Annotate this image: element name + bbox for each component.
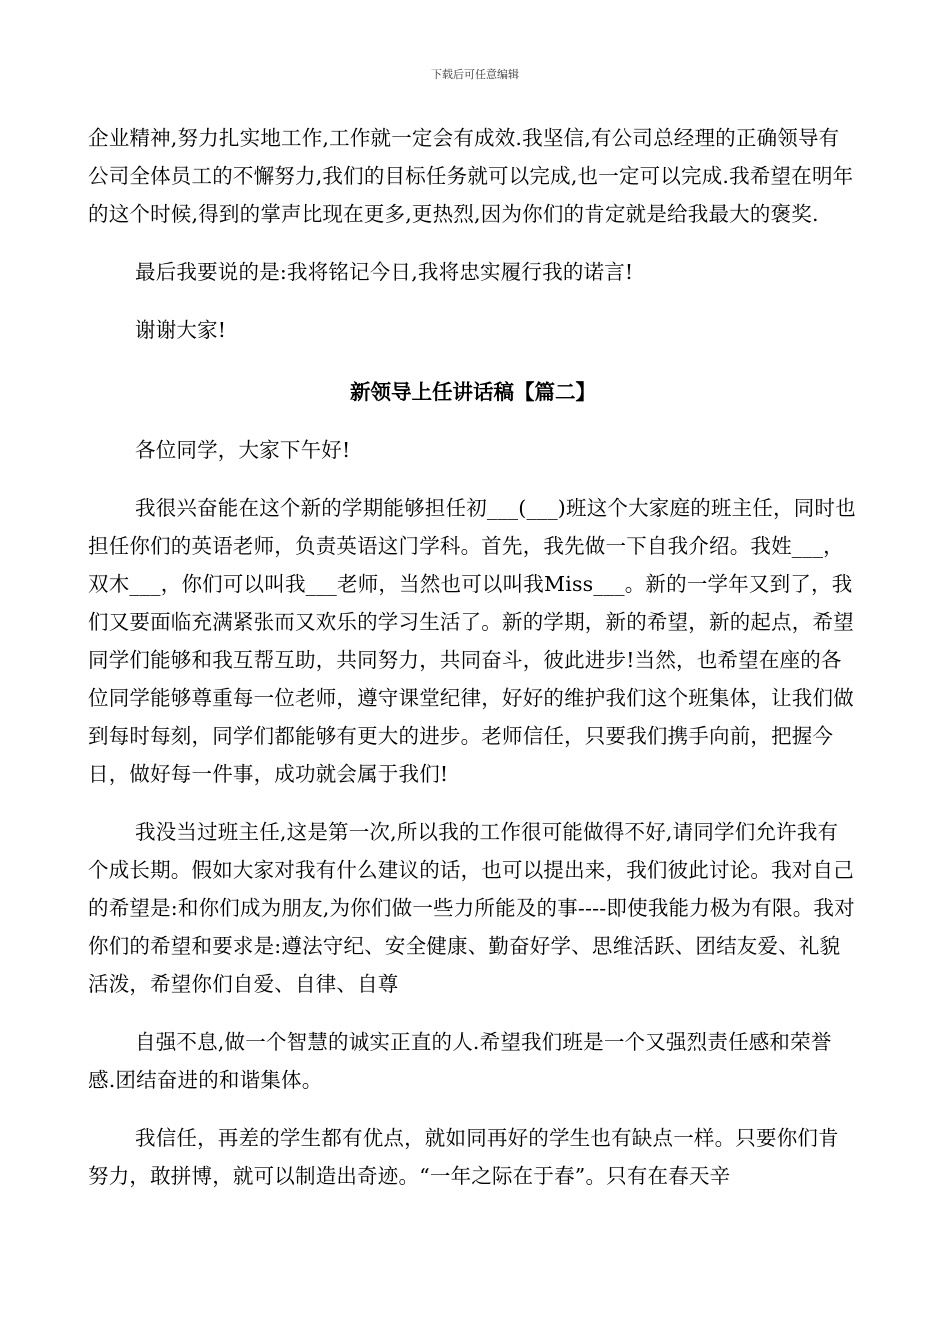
section-title: 新领导上任讲话稿【篇二】 [350,380,596,404]
paragraph-4: 各位同学，大家下午好! [135,438,351,462]
paragraph-1: 企业精神,努力扎实地工作,工作就一定会有成效.我坚信,有公司总经理的正确领导有公司全体员工的不懈努力,我们的目标任务就可以完成,也一定可以完成.我希望在明年的这个时候,得到的掌声比现在更多,更热烈,因为你们的肯定就是给我最大的褒奖. [88,126,854,226]
paragraph-2: 最后我要说的是:我将铭记今日,我将忠实履行我的诺言! [135,260,634,284]
paragraph-3: 谢谢大家! [135,318,227,342]
document-body [88,119,858,1195]
paragraph-5: 我很兴奋能在这个新的学期能够担任初___(___)班这个大家庭的班主任，同时也担任你们的英语老师，负责英语这门学科。首先，我先做一下自我介绍。我姓___，双木___，你们可以叫我___老师，当然也可以叫我Miss___。新的一学年又到了，我们又要面临充满紧张而又欢乐的学习生活了。新的学期，新的希望，新的起点，希望同学们能够和我互帮互助，共同努力，共同奋斗，彼此进步!当然，也希望在座的各位同学能够尊重每一位老师，遵守课堂纪律，好好的维护我们这个班集体，让我们做到每时每刻，同学们都能够有更大的进步。老师信任，只要我们携手向前，把握今日，做好每一件事，成功就会属于我们! [88,496,856,786]
paragraph-6: 我没当过班主任,这是第一次,所以我的工作很可能做得不好,请同学们允许我有个成长期。假如大家对我有什么建议的话，也可以提出来，我们彼此讨论。我对自己的希望是:和你们成为朋友,为你们做一些力所能及的事----即使我能力极为有限。我对你们的希望和要求是:遵法守纪、安全健康、勤奋好学、思维活跃、团结友爱、礼貌活泼，希望你们自爱、自律、自尊 [88,820,855,996]
paragraph-7: 自强不息,做一个智慧的诚实正直的人.希望我们班是一个又强烈责任感和荣誉感.团结奋进的和谐集体。 [88,1030,832,1092]
page-header: 下载后可任意编辑 [431,68,519,81]
paragraph-8: 我信任，再差的学生都有优点，就如同再好的学生也有缺点一样。只要你们肯努力，敢拼博，就可以制造出奇迹。“一年之际在于春”。只有在春天辛 [88,1126,839,1188]
